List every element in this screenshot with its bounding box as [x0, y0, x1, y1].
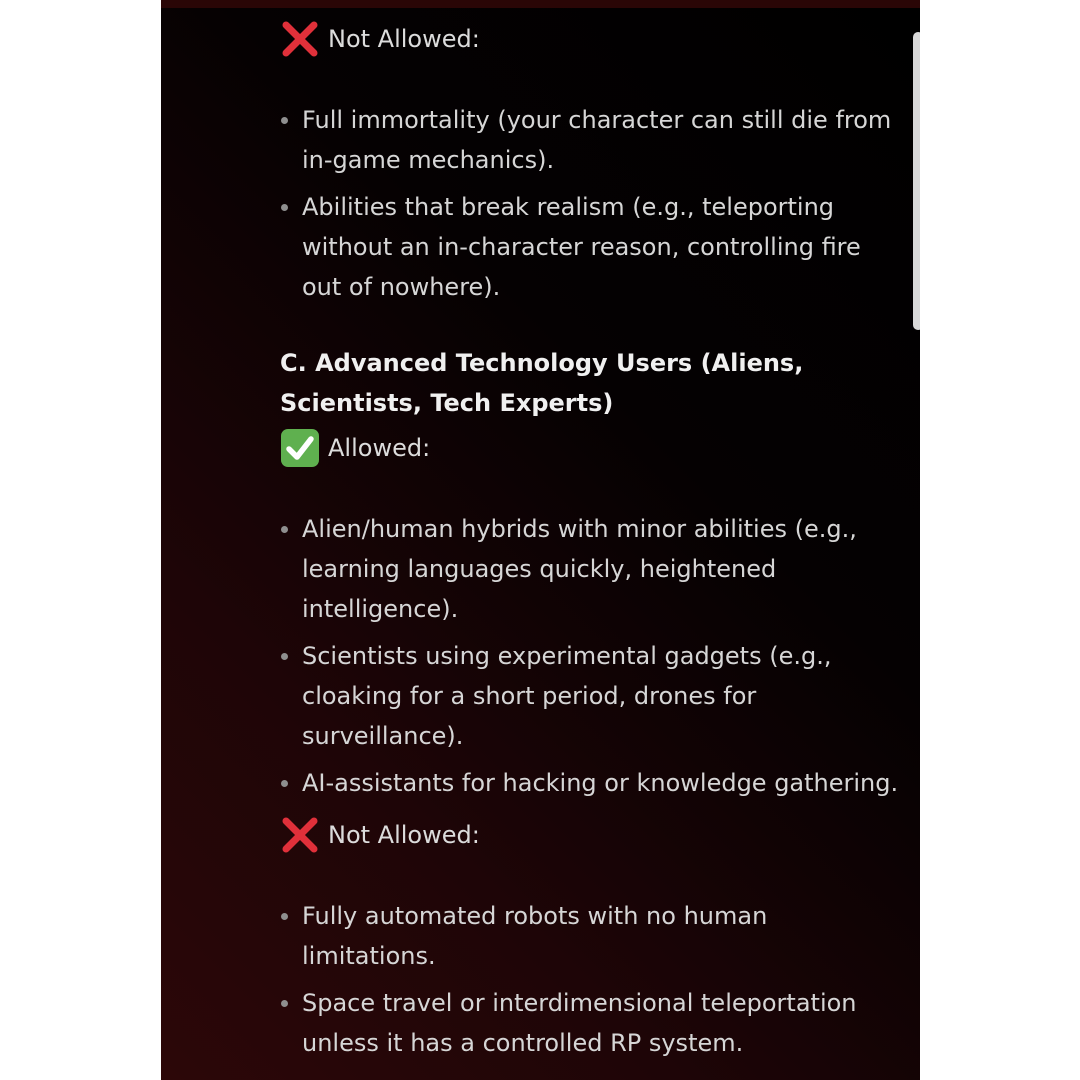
- not-allowed-list-1: [280, 100, 900, 307]
- not-allowed-list-2: [280, 896, 900, 1063]
- cross-mark-icon: [280, 19, 320, 59]
- list-item: Alien/human hybrids with minor abilities (e.g., learning languages quickly, heightened intelligence).: [280, 509, 900, 629]
- allowed-text: Allowed:: [328, 434, 431, 462]
- not-allowed-label-1: [280, 14, 900, 64]
- message-view: [161, 0, 920, 1080]
- list-item: Scientists using experimental gadgets (e.g., cloaking for a short period, drones for surveillance).: [280, 636, 900, 756]
- message-content: [280, 14, 900, 1070]
- allowed-list: [280, 509, 900, 803]
- section-c-heading: C. Advanced Technology Users (Aliens, Scientists, Tech Experts): [280, 349, 804, 417]
- list-item: Abilities that break realism (e.g., teleporting without an in-character reason, controlling fire out of nowhere).: [280, 187, 900, 307]
- not-allowed-text-2: Not Allowed:: [328, 821, 480, 849]
- allowed-label: [280, 423, 900, 473]
- not-allowed-text-1: Not Allowed:: [328, 25, 480, 53]
- list-item: Fully automated robots with no human limitations.: [280, 896, 900, 976]
- list-item: Space travel or interdimensional teleportation unless it has a controlled RP system.: [280, 983, 900, 1063]
- not-allowed-label-2: [280, 810, 900, 860]
- list-item: AI-assistants for hacking or knowledge gathering.: [280, 763, 900, 803]
- list-item: Full immortality (your character can still die from in-game mechanics).: [280, 100, 900, 180]
- cross-mark-icon: [280, 815, 320, 855]
- top-bar: [161, 0, 920, 8]
- check-mark-icon: [280, 428, 320, 468]
- scrollbar-thumb[interactable]: [913, 32, 920, 330]
